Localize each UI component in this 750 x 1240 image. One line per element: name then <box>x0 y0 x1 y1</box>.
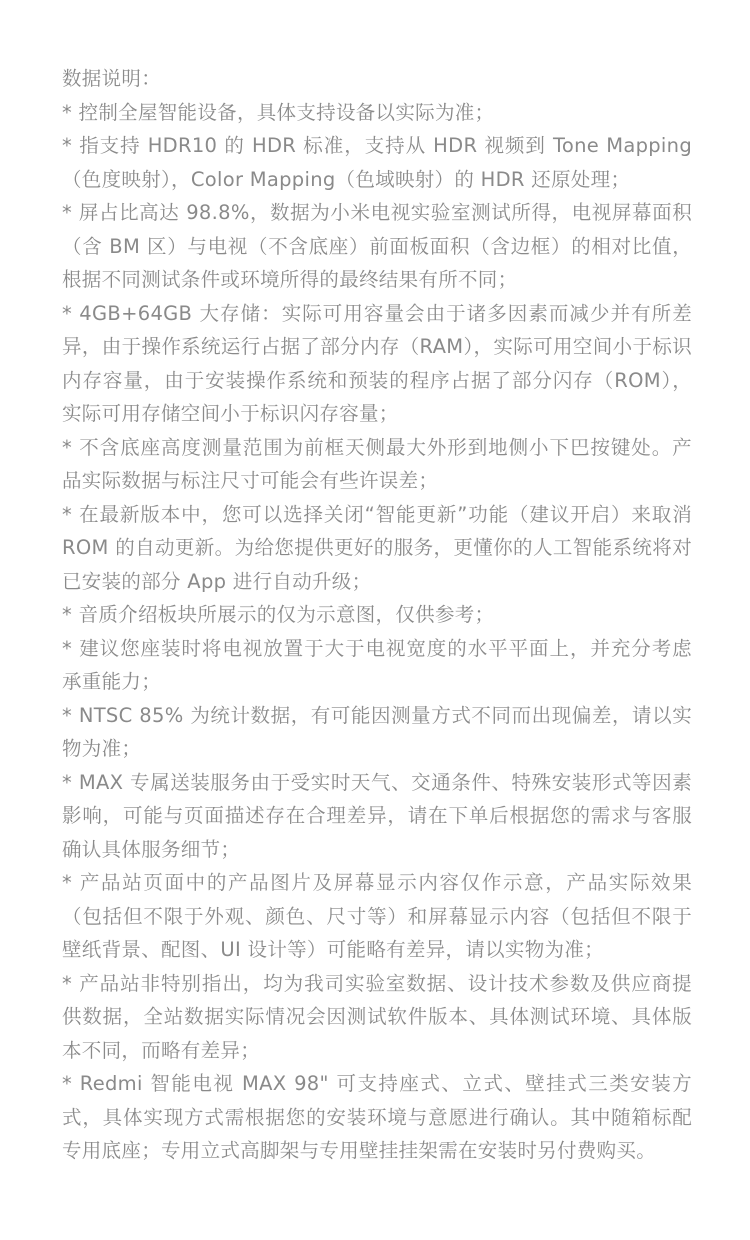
note-item: * 在最新版本中，您可以选择关闭“智能更新”功能（建议开启）来取消 ROM 的自动更新。为给您提供更好的服务，更懂你的人工智能系统将对已安装的部分 App 进行自动升级； <box>62 502 692 593</box>
notes-list <box>62 96 692 1168</box>
note-item: * 产品站页面中的产品图片及屏幕显示内容仅作示意，产品实际效果（包括但不限于外观、颜色、尺寸等）和屏幕显示内容（包括但不限于壁纸背景、配图、UI 设计等）可能略有差异，请以实物为准； <box>62 871 692 961</box>
note-item: * MAX 专属送装服务由于受实时天气、交通条件、特殊安装形式等因素影响，可能与页面描述存在合理差异，请在下单后根据您的需求与客服确认具体服务细节； <box>62 770 692 861</box>
note-item: * Redmi 智能电视 MAX 98" 可支持座式、立式、壁挂式三类安装方式，具体实现方式需根据您的安装环境与意愿进行确认。其中随箱标配专用底座；专用立式高脚架与专用壁挂挂架需在安装时另付费购买。 <box>62 1072 692 1162</box>
note-item: * 产品站非特别指出，均为我司实验室数据、设计技术参数及供应商提供数据，全站数据实际情况会因测试软件版本、具体测试环境、具体版本不同，而略有差异； <box>62 971 692 1062</box>
note-item: * 建议您座装时将电视放置于大于电视宽度的水平平面上，并充分考虑承重能力； <box>62 636 692 693</box>
note-item: * NTSC 85% 为统计数据，有可能因测量方式不同而出现偏差，请以实物为准； <box>62 703 692 760</box>
notes-heading: 数据说明： <box>62 67 162 90</box>
note-item: * 音质介绍板块所展示的仅为示意图，仅供参考； <box>62 603 495 626</box>
note-item: * 4GB+64GB 大存储：实际可用容量会由于诸多因素而减少并有所差异，由于操作系统运行占据了部分内存（RAM），实际可用空间小于标识内存容量，由于安装操作系统和预装的程序占据了部分闪存（ROM），实际可用存储空间小于标识闪存容量； <box>62 301 692 425</box>
note-item: * 指支持 HDR10 的 HDR 标准，支持从 HDR 视频到 Tone Mapping（色度映射），Color Mapping（色域映射）的 HDR 还原处理； <box>62 134 692 191</box>
note-item: * 屏占比高达 98.8%，数据为小米电视实验室测试所得，电视屏幕面积（含 BM 区）与电视（不含底座）前面板面积（含边框）的相对比值，根据不同测试条件或环境所得的最终结果有所不同； <box>62 201 692 291</box>
note-item: * 控制全屋智能设备，具体支持设备以实际为准； <box>62 100 495 124</box>
note-item: * 不含底座高度测量范围为前框天侧最大外形到地侧小下巴按键处。产品实际数据与标注尺寸可能会有些许误差； <box>62 435 692 492</box>
